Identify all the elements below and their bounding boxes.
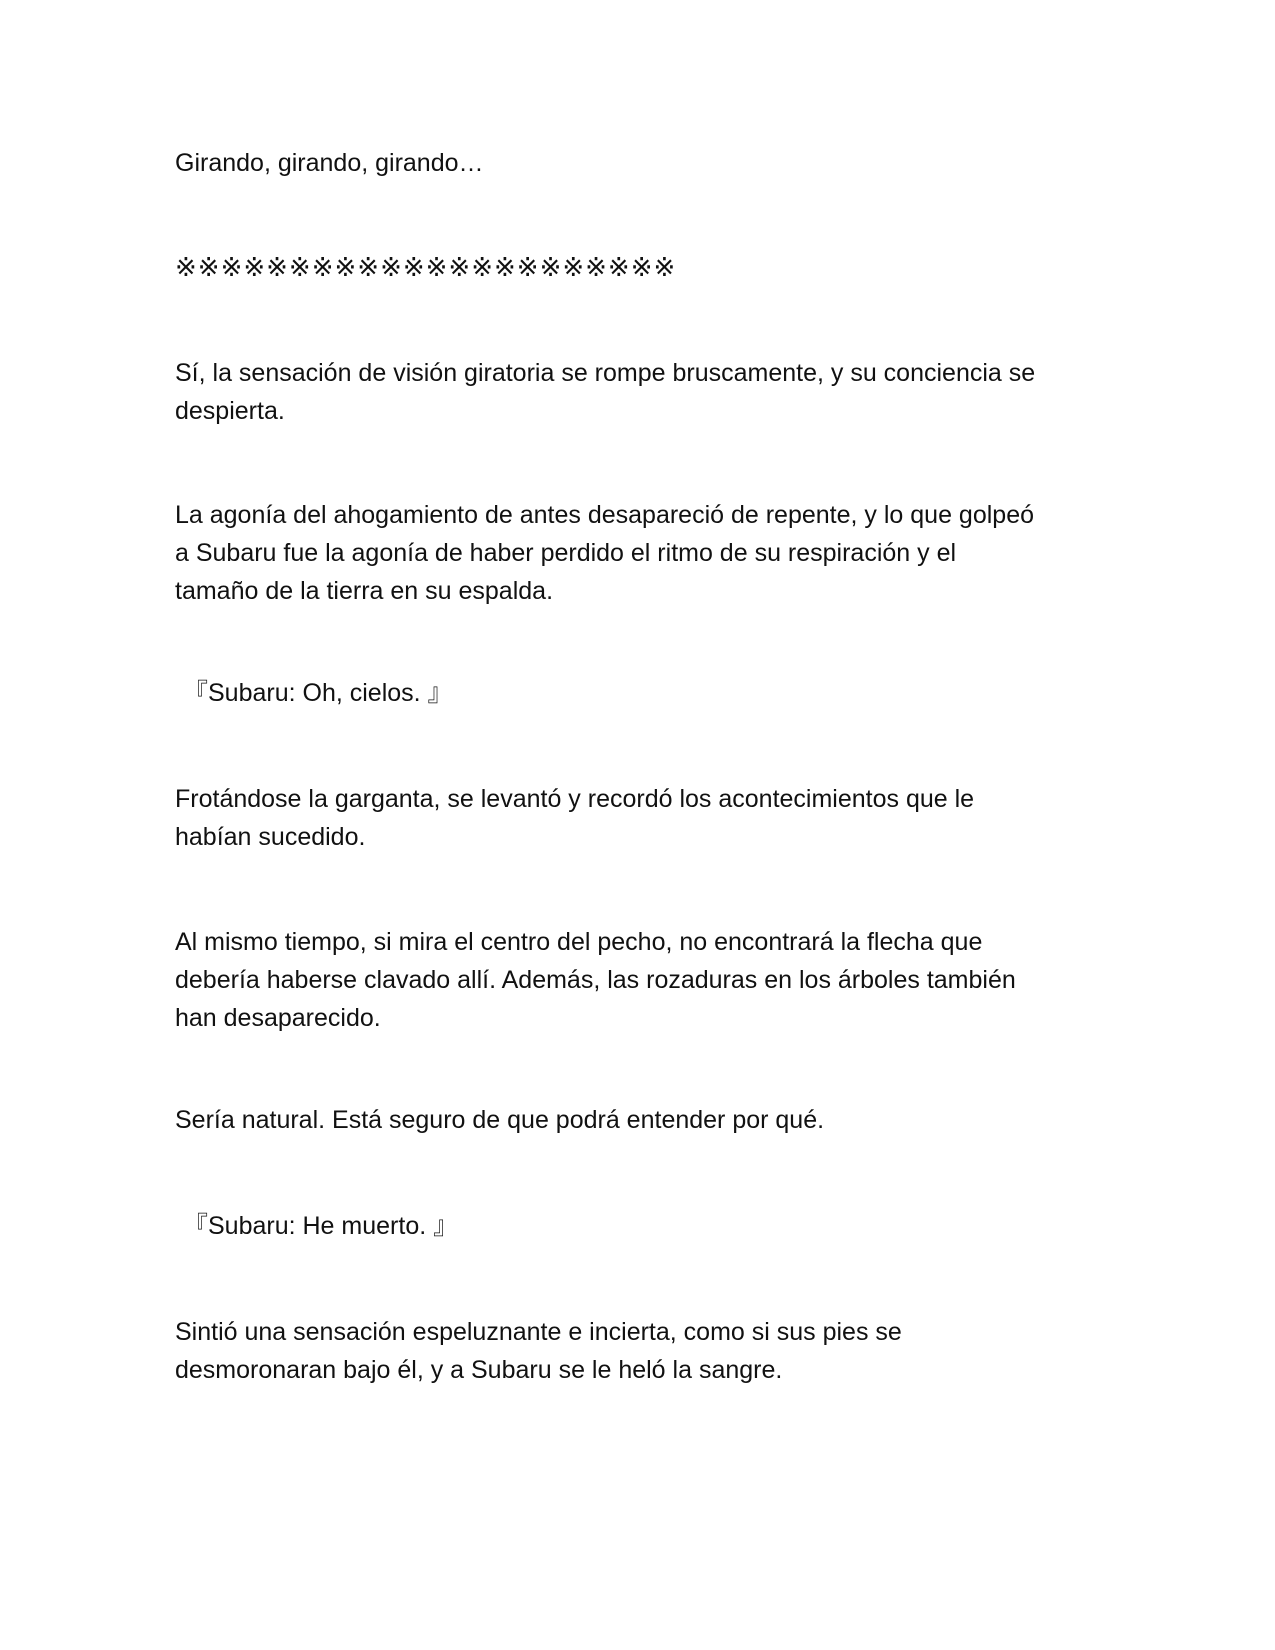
text-line: Frotándose la garganta, se levantó y recordó los acontecimientos que le: [175, 785, 975, 813]
text-line: Sintió una sensación espeluznante e incierta, como si sus pies se: [175, 1318, 902, 1346]
dialogue-oh-cielos: [183, 674, 1103, 712]
dialogue-he-muerto: [183, 1207, 1103, 1245]
text-line: a Subaru fue la agonía de haber perdido el ritmo de su respiración y el: [175, 539, 957, 567]
scene-separator: [175, 248, 1095, 286]
separator-marks: ※※※※※※※※※※※※※※※※※※※※※※: [175, 252, 677, 282]
paragraph-sangre: [175, 1313, 1095, 1389]
text-line: han desaparecido.: [175, 1004, 381, 1032]
text-line: debería haberse clavado allí. Además, las rozaduras en los árboles también: [175, 966, 1016, 994]
text-line: Sí, la sensación de visión giratoria se rompe bruscamente, y su conciencia se: [175, 359, 1036, 387]
paragraph-natural: [175, 1101, 1095, 1139]
paragraph-garganta: [175, 780, 1095, 856]
paragraph-flecha: [175, 923, 1095, 1037]
text-line: 『Subaru: He muerto. 』: [183, 1212, 459, 1240]
text-line: tamaño de la tierra en su espalda.: [175, 577, 554, 605]
text-line: Sería natural. Está seguro de que podrá entender por qué.: [175, 1106, 825, 1134]
paragraph-girando: [175, 144, 1095, 182]
text-line: Girando, girando, girando…: [175, 149, 484, 177]
text-line: 『Subaru: Oh, cielos. 』: [183, 679, 453, 707]
paragraph-agonia: [175, 496, 1095, 610]
text-line: Al mismo tiempo, si mira el centro del pecho, no encontrará la flecha que: [175, 928, 983, 956]
text-line: La agonía del ahogamiento de antes desapareció de repente, y lo que golpeó: [175, 501, 1034, 529]
text-line: despierta.: [175, 397, 285, 425]
text-line: habían sucedido.: [175, 823, 366, 851]
text-line: desmoronaran bajo él, y a Subaru se le heló la sangre.: [175, 1356, 783, 1384]
paragraph-vision: [175, 354, 1095, 430]
